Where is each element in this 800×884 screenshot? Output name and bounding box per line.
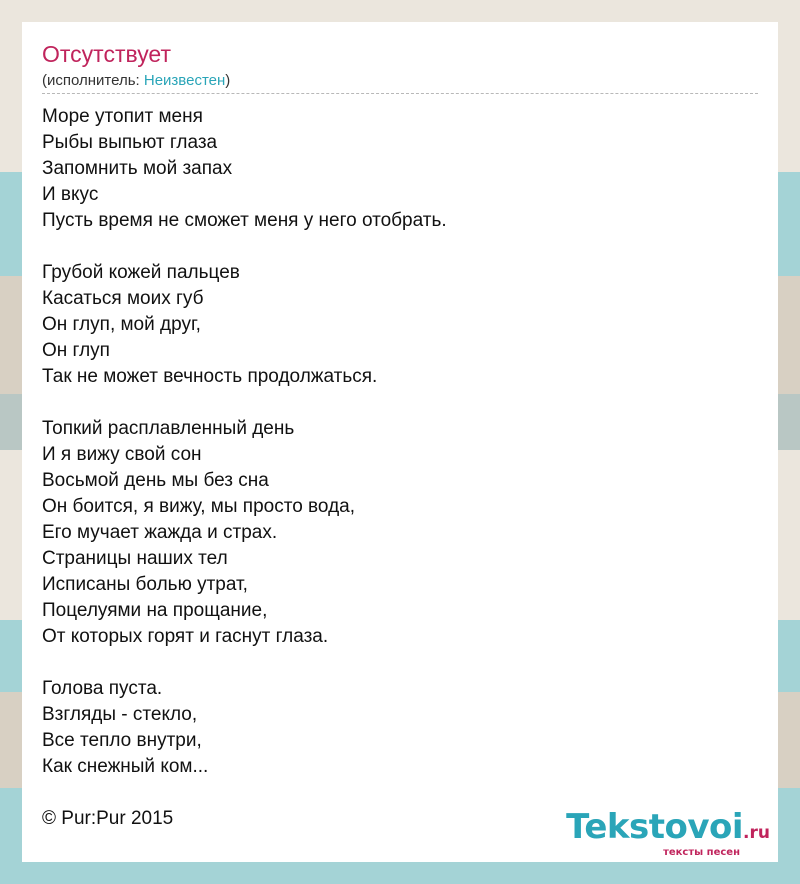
lyric-line: Он глуп, мой друг, <box>42 314 201 335</box>
lyric-line: Поцелуями на прощание, <box>42 600 268 621</box>
lyric-line: От которых горят и гаснут глаза. <box>42 626 329 647</box>
lyric-line: Взгляды - стекло, <box>42 704 198 725</box>
lyric-line: Рыбы выпьют глаза <box>42 132 218 153</box>
stanza-gap <box>42 650 758 676</box>
lyric-line: Пусть время не сможет меня у него отобрать. <box>42 210 447 231</box>
logo-name: Tekstovoi <box>566 807 744 847</box>
lyric-line: Все тепло внутри, <box>42 730 202 751</box>
lyric-line: Исписаны болью утрат, <box>42 574 248 595</box>
stanza-gap <box>42 390 758 416</box>
artist-suffix: ) <box>225 72 231 89</box>
lyric-line: Он глуп <box>42 340 110 361</box>
artist-link[interactable]: Неизвестен <box>143 72 226 89</box>
lyric-line: Страницы наших тел <box>42 548 228 569</box>
lyric-line: Касаться моих губ <box>42 288 204 309</box>
lyrics-body <box>42 104 758 780</box>
lyrics-card <box>22 22 778 862</box>
stanza-gap <box>42 234 758 260</box>
artist-prefix: (исполнитель: <box>42 72 144 89</box>
lyric-line: Топкий расплавленный день <box>42 418 295 439</box>
lyric-line: Его мучает жажда и страх. <box>42 522 278 543</box>
song-title: Отсутствует <box>42 41 171 67</box>
site-logo[interactable] <box>566 809 770 858</box>
logo-tld: .ru <box>743 823 770 843</box>
lyric-line: Грубой кожей пальцев <box>42 262 240 283</box>
logo-tagline: тексты песен <box>663 847 740 858</box>
lyric-line: Море утопит меня <box>42 106 203 127</box>
lyric-line: Запомнить мой запах <box>42 158 233 179</box>
lyric-line: Так не может вечность продолжаться. <box>42 366 378 387</box>
lyric-line: Голова пуста. <box>42 678 163 699</box>
lyric-line: И я вижу свой сон <box>42 444 202 465</box>
lyric-line: Восьмой день мы без сна <box>42 470 269 491</box>
logo-wordmark <box>566 809 770 851</box>
copyright-text: © Pur:Pur 2015 <box>42 808 174 829</box>
lyric-line: И вкус <box>42 184 99 205</box>
lyric-line: Он боится, я вижу, мы просто вода, <box>42 496 356 517</box>
artist-line <box>42 72 758 94</box>
lyric-line: Как снежный ком... <box>42 756 209 777</box>
